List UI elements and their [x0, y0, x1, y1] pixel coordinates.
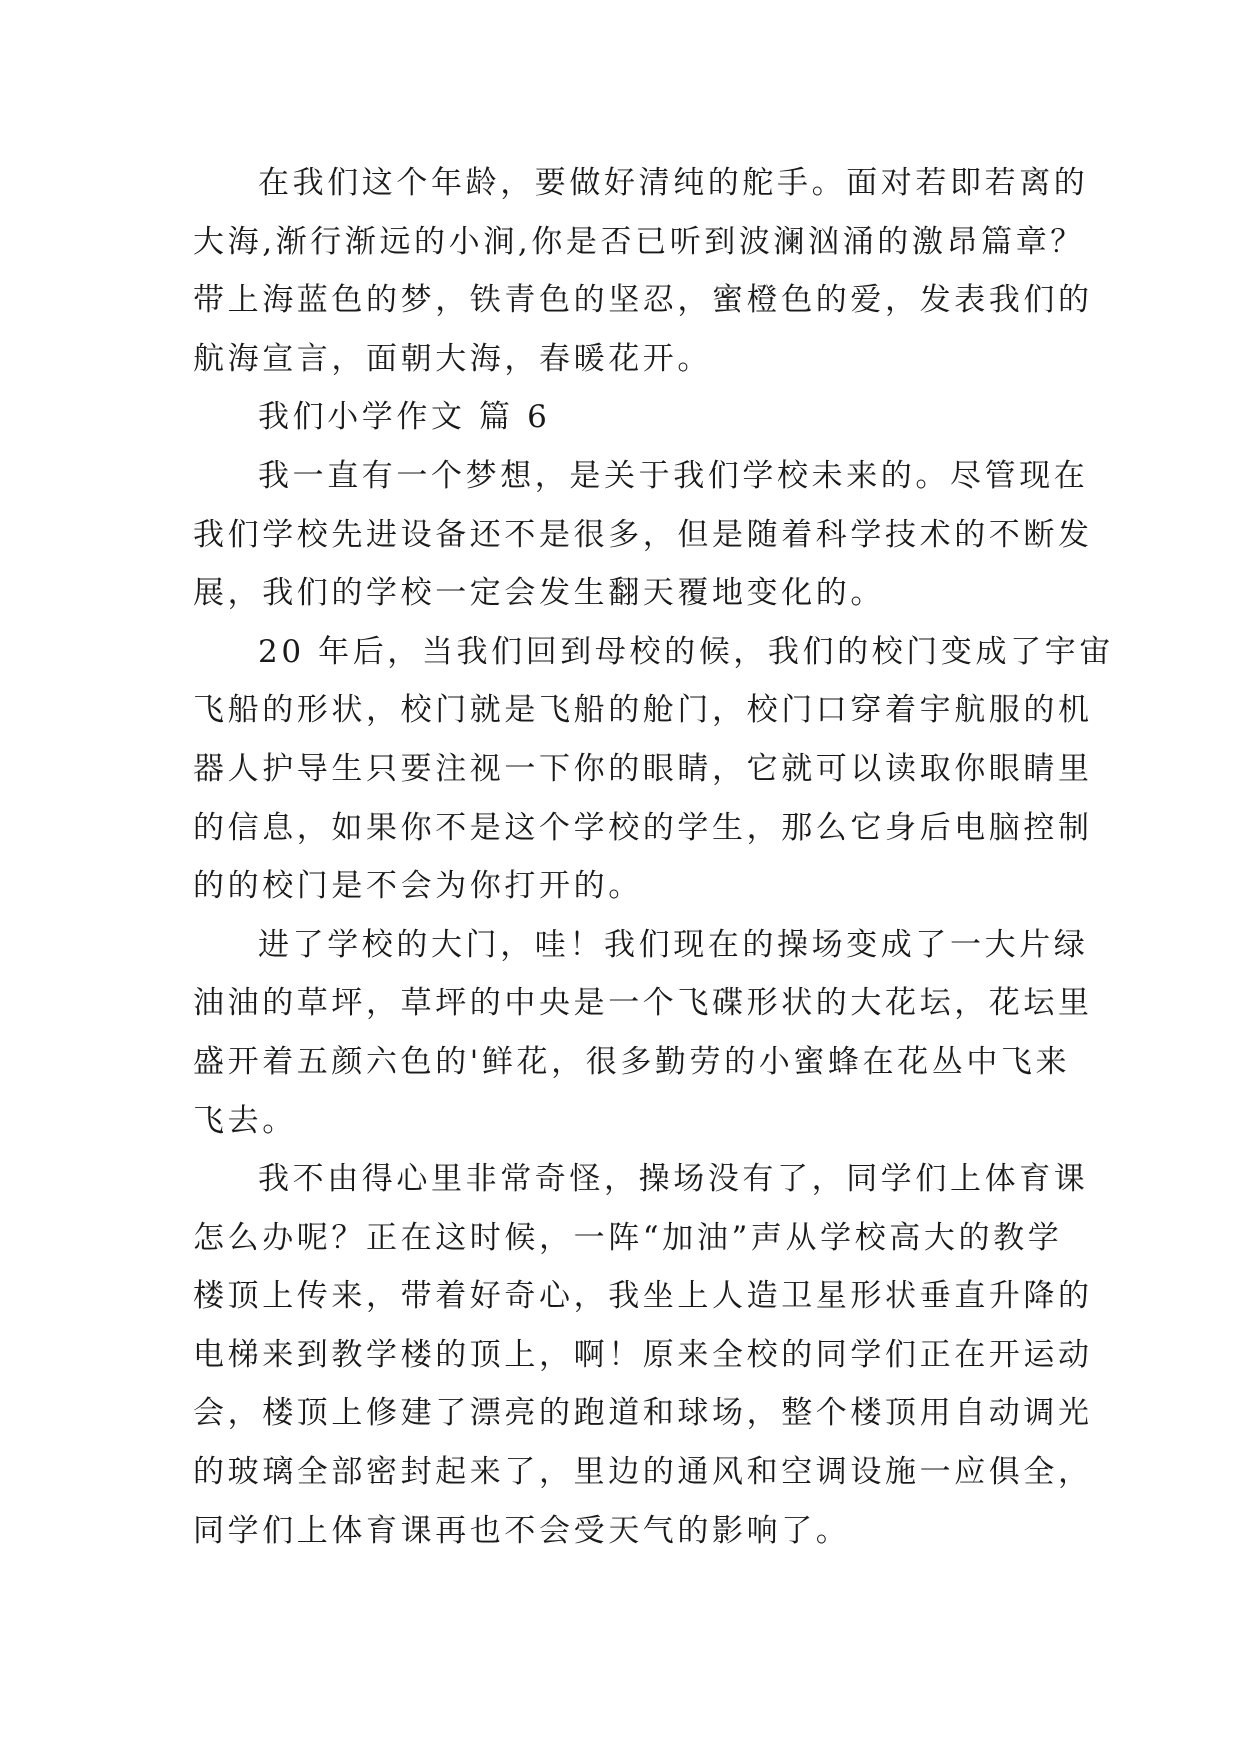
paragraph	[193, 447, 1093, 623]
text-line: 楼顶上传来，带着好奇心，我坐上人造卫星形状垂直升降的	[193, 1278, 1093, 1315]
text-line: 的信息，如果你不是这个学校的学生，那么它身后电脑控制	[193, 809, 1093, 846]
text-line: 的玻璃全部密封起来了，里边的通风和空调设施一应俱全，	[193, 1454, 1093, 1491]
text-line: 飞去。	[193, 1102, 297, 1139]
text-line: 同学们上体育课再也不会受天气的影响了。	[193, 1512, 851, 1549]
paragraph	[193, 1150, 1093, 1560]
text-line: 我一直有一个梦想，是关于我们学校未来的。尽管现在	[258, 457, 1089, 494]
text-line: 怎么办呢？正在这时候，一阵“加油”声从学校高大的教学	[193, 1219, 1063, 1256]
text-line: 进了学校的大门，哇！我们现在的操场变成了一大片绿	[258, 926, 1089, 963]
text-line: 飞船的形状，校门就是飞船的舱门，校门口穿着宇航服的机	[193, 692, 1093, 729]
paragraph	[193, 154, 1093, 388]
text-line: 我们学校先进设备还不是很多，但是随着科学技术的不断发	[193, 516, 1093, 553]
text-line: 盛开着五颜六色的'鲜花，很多勤劳的小蜜蜂在花丛中飞来	[193, 1043, 1071, 1080]
text-line: 我不由得心里非常奇怪，操场没有了，同学们上体育课	[258, 1161, 1089, 1198]
paragraph	[193, 623, 1114, 916]
text-line: 会，楼顶上修建了漂亮的跑道和球场，整个楼顶用自动调光	[193, 1395, 1093, 1432]
body-text	[193, 154, 1114, 1560]
text-line: 航海宣言，面朝大海，春暖花开。	[193, 340, 712, 377]
text-line: 带上海蓝色的梦，铁青色的坚忍，蜜橙色的爱，发表我们的	[193, 282, 1093, 319]
paragraph	[193, 916, 1093, 1150]
text-line: 在我们这个年龄，要做好清纯的舵手。面对若即若离的	[258, 165, 1089, 201]
text-line: 展，我们的学校一定会发生翻天覆地变化的。	[193, 575, 885, 612]
text-line: 电梯来到教学楼的顶上，啊！原来全校的同学们正在开运动	[193, 1336, 1093, 1373]
text-line: 器人护导生只要注视一下你的眼睛，它就可以读取你眼睛里	[193, 750, 1093, 787]
text-line: 油油的草坪，草坪的中央是一个飞碟形状的大花坛，花坛里	[193, 985, 1093, 1022]
section-heading	[193, 388, 1055, 447]
text-line: 20 年后，当我们回到母校的候，我们的校门变成了宇宙	[258, 633, 1114, 670]
text-line: 的的校门是不会为你打开的。	[193, 868, 643, 905]
text-line: 大海,渐行渐远的小涧,你是否已听到波澜汹涌的激昂篇章？	[193, 223, 1085, 260]
heading-line: 我们小学作文 篇 6	[258, 399, 551, 436]
